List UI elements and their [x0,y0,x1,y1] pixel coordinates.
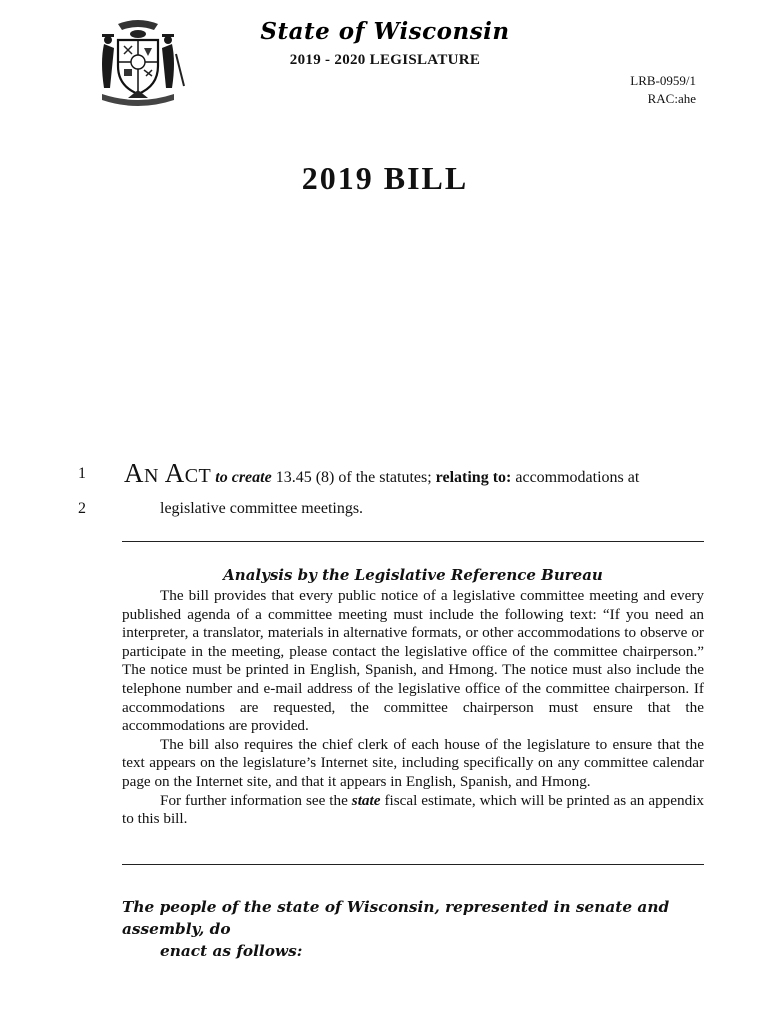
line-number: 1 [78,465,86,482]
act-title-line [124,458,706,489]
analysis-paragraph: For further information see the state fiscal estimate, which will be printed as an appendix to this bill. [122,791,705,828]
state-seal-icon [88,14,188,114]
act-title-line: legislative committee meetings. [160,500,364,517]
enacting-clause: The people of the state of Wisconsin, represented in senate and assembly, do enact as follows: [122,898,670,960]
act-label: AN ACT [124,458,212,488]
divider [122,864,704,865]
analysis-paragraph: The bill provides that every public notice of a legislative committee meeting and every published agenda of a committee meeting must include the following text: “If you need an interpreter, a translator, materials in alternative formats, or other accommodations to observe or participate in the meeting, please contact the legislative office of the committee chairperson.” The notice must be printed in English, Spanish, and Hmong. The notice must also include the telephone number and e-mail address of the legislative office of the committee chairperson. If accommodations are requested, the committee chairperson must ensure that the accommodations are provided. [122,587,704,735]
create-phrase: to create [215,469,272,486]
statute-reference: 13.45 (8) of the statutes; [275,469,432,486]
subject-text: accommodations at [515,469,640,486]
lrb-number: LRB-0959/1 [630,73,696,88]
bill-heading: 2019 BILL [301,160,469,196]
analysis-heading: Analysis by the Legislative Reference Bureau [223,566,603,584]
analysis-paragraph: The bill also requires the chief clerk of each house of the legislature to ensure that the text appears on the legislature’s Internet site, including specifically on any committee calendar page on the Internet site, and that it appears in English, Spanish, and Hmong. [122,735,704,790]
drafter-initials: RAC:ahe [647,91,696,106]
legislature-session: 2019 - 2020 LEGISLATURE [289,52,481,68]
analysis-body [122,587,704,829]
divider [122,541,704,542]
line-number: 2 [78,500,86,517]
relating-phrase: relating to: [435,469,512,486]
state-title: State of Wisconsin [260,18,510,45]
